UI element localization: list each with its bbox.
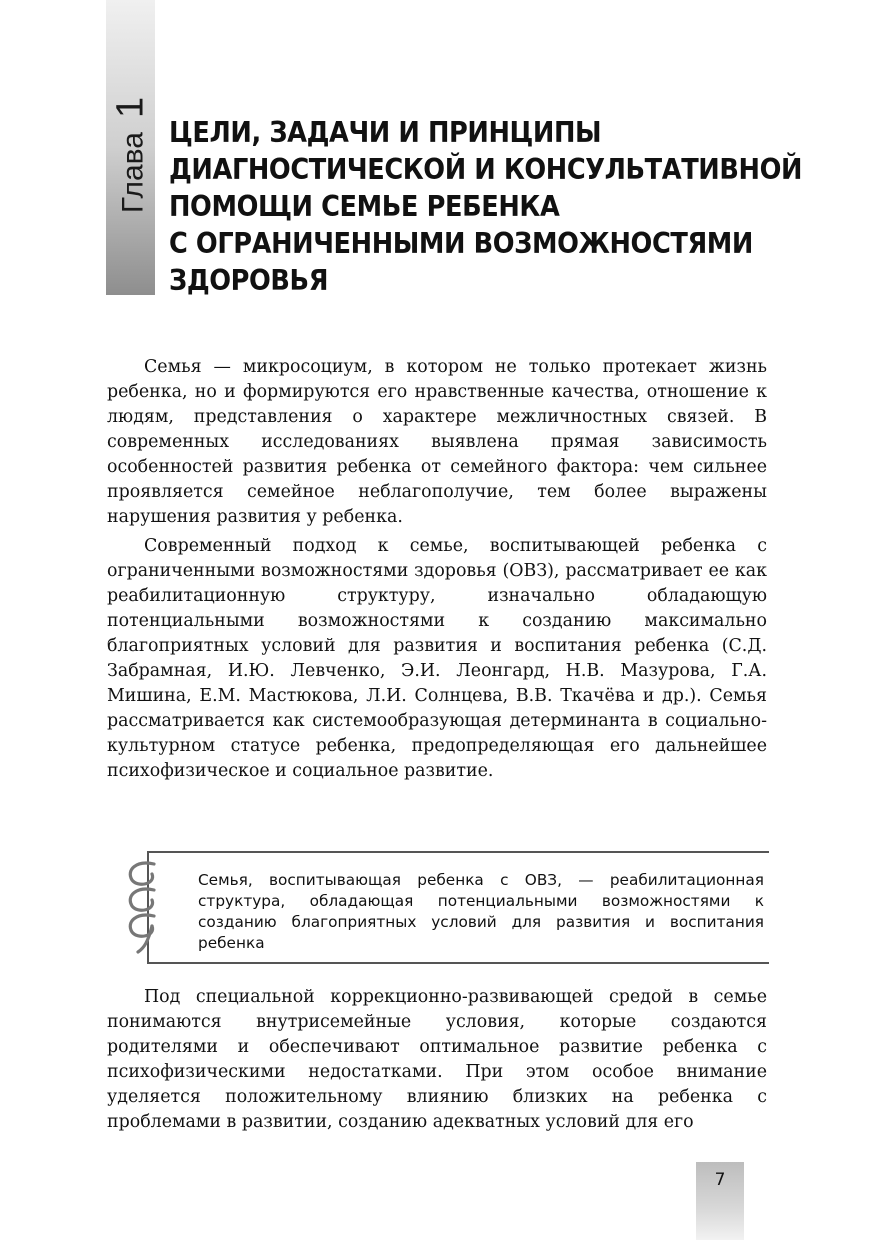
chapter-number: 1 (109, 96, 151, 119)
chapter-word: Глава (116, 132, 149, 214)
callout-text: Семья, воспитывающая ребенка с ОВЗ, — реабилитационная структура, обладающая потенциальными возможностями к созданию благоприятных условий для развития и воспитания ребенка (198, 871, 764, 952)
title-line: ЗДОРОВЬЯ (169, 264, 329, 297)
spiral-binding-icon (118, 856, 170, 956)
title-line: ЦЕЛИ, ЗАДАЧИ И ПРИНЦИПЫ (169, 116, 602, 149)
callout-border-bottom (147, 962, 769, 964)
body-text-continued (107, 985, 767, 1139)
paragraph: Семья — микросоциум, в котором не только протекает жизнь ребенка, но и формируются его нравственные качества, отношение к людям, представления о характере межличностных связей. В современных исследованиях выявлена прямая зависимость особенностей развития ребенка от семейного фактора: чем сильнее проявляется семейное неблагополучие, тем более выражены нарушения развития у ребенка. (107, 357, 767, 527)
callout-border-top (147, 851, 769, 853)
title-line: С ОГРАНИЧЕННЫМИ ВОЗМОЖНОСТЯМИ (169, 227, 753, 260)
page-number: 7 (714, 1170, 726, 1190)
title-line: ПОМОЩИ СЕМЬЕ РЕБЕНКА (169, 190, 560, 223)
title-line: ДИАГНОСТИЧЕСКОЙ И КОНСУЛЬТАТИВНОЙ (169, 153, 803, 186)
chapter-title (169, 114, 829, 299)
body-text (107, 355, 767, 788)
paragraph: Современный подход к семье, воспитывающей ребенка с ограниченными возможностями здоровья (ОВЗ), рассматривает ее как реабилитационную структуру, изначально обладающую потенциальными возможностями к созданию максимально благоприятных условий для развития и воспитания ребенка (С.Д. Забрамная, И.Ю. Левченко, Э.И. Леонгард, Н.В. Мазурова, Г.А. Мишина, Е.М. Мастюкова, Л.И. Солнцева, В.В. Ткачёва и др.). Семья рассматривается как системообразующая детерминанта в социально-культурном статусе ребенка, предопределяющая его дальнейшее психофизическое и социальное развитие. (107, 536, 767, 781)
chapter-label (106, 0, 155, 295)
paragraph: Под специальной коррекционно-развивающей средой в семье понимаются внутрисемейные условия, которые создаются родителями и обеспечивают оптимальное развитие ребенка с психофизическими недостатками. При этом особое внимание уделяется положительному влиянию близких на ребенка с проблемами в развитии, созданию адекватных условий для его (107, 987, 767, 1132)
